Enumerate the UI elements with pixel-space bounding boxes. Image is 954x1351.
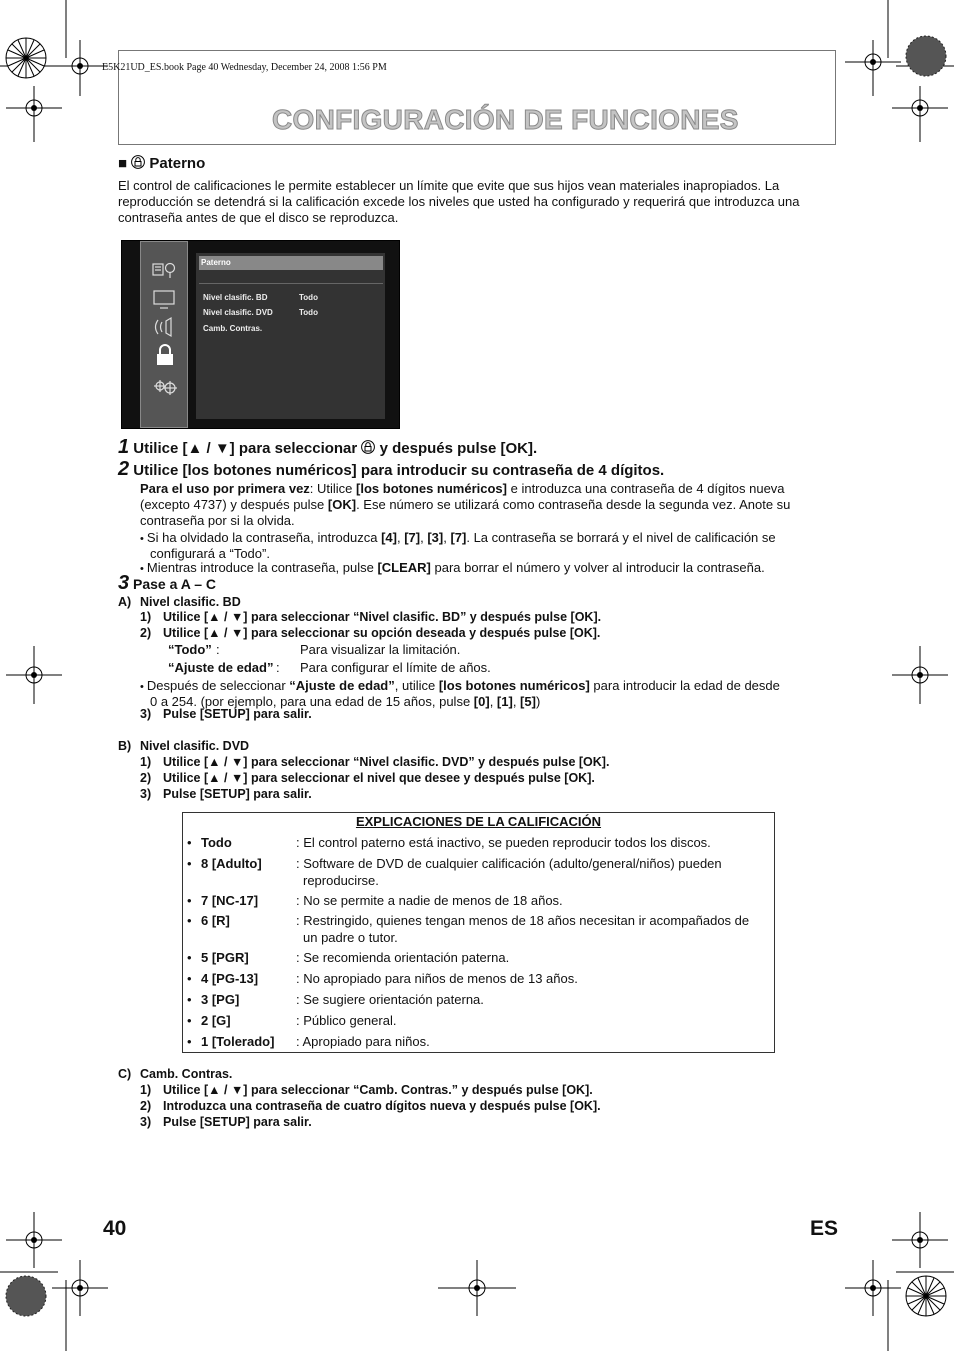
text: [OK] bbox=[327, 497, 357, 512]
item-number: 2) bbox=[140, 771, 152, 785]
audio-icon bbox=[156, 318, 172, 336]
key: [4] bbox=[381, 530, 397, 545]
osd-row-label[interactable]: Camb. Contras. bbox=[203, 324, 263, 333]
intro-line: contraseña antes de que el disco se reproduzca. bbox=[118, 210, 399, 225]
item-number: 1) bbox=[140, 755, 152, 769]
step-3 bbox=[118, 572, 216, 595]
item-number: 1) bbox=[140, 1083, 152, 1097]
part-a-note: • Después de seleccionar “Ajuste de edad”, utilice [los botones numéricos] para introducir la edad de desde 0 a 254. (por ejemplo, para una edad de 15 años, pulse [0], [1], [5]) bbox=[140, 678, 780, 709]
rating-name: 8 [Adulto] bbox=[201, 856, 262, 871]
text: : Utilice bbox=[309, 481, 357, 496]
bullet: • bbox=[187, 971, 192, 986]
rating-name: 6 [R] bbox=[201, 913, 230, 928]
text: [los botones numéricos] bbox=[356, 481, 507, 496]
lock-icon bbox=[131, 154, 145, 170]
item-number: 1) bbox=[140, 610, 152, 624]
page-title: CONFIGURACIÓN DE FUNCIONES bbox=[272, 104, 739, 135]
lock-icon bbox=[361, 439, 375, 455]
part-a-item: Utilice [▲ / ▼] para seleccionar su opción deseada y después pulse [OK]. bbox=[163, 626, 601, 640]
part-b-label: B) bbox=[118, 739, 132, 753]
text: [los botones numéricos] bbox=[438, 678, 590, 693]
part-b-item: Utilice [▲ / ▼] para seleccionar “Nivel clasific. DVD” y después pulse [OK]. bbox=[163, 755, 610, 769]
key: [3] bbox=[427, 530, 444, 545]
intro-line: reproducción se detendrá si la calificación excede los niveles que usted ha configurado y requerirá que introduzca una bbox=[118, 194, 800, 209]
rating-desc: : Apropiado para niños. bbox=[296, 1034, 430, 1049]
rating-desc: : Público general. bbox=[296, 1013, 397, 1028]
item-number: 2) bbox=[140, 1099, 152, 1113]
text: Si ha olvidado la contraseña, introduzca bbox=[146, 530, 382, 545]
step-2-details bbox=[140, 481, 840, 577]
rating-name: 1 [Tolerado] bbox=[201, 1034, 275, 1049]
part-a-title: Nivel clasific. BD bbox=[140, 595, 241, 609]
osd-divider bbox=[199, 283, 383, 284]
text: Mientras introduce la contraseña, pulse bbox=[146, 560, 378, 575]
item-number: 2) bbox=[140, 626, 152, 640]
section-title: Paterno bbox=[149, 155, 206, 172]
bullet: • bbox=[187, 1013, 192, 1028]
text: e introduzca una contraseña de 4 dígitos nueva bbox=[507, 481, 785, 496]
text: para introducir la edad de desde bbox=[589, 678, 780, 693]
rating-name: 7 [NC-17] bbox=[201, 893, 259, 908]
part-c-label: C) bbox=[118, 1067, 132, 1081]
rating-desc: : Se sugiere orientación paterna. bbox=[296, 992, 484, 1007]
text: “Ajuste de edad” bbox=[289, 678, 395, 693]
text: . Ese número se utilizará como contraseña desde la segunda vez. Anote su bbox=[356, 497, 791, 512]
osd-panel bbox=[196, 253, 385, 419]
part-a-item: Utilice [▲ / ▼] para seleccionar “Nivel clasific. BD” y después pulse [OK]. bbox=[163, 610, 602, 624]
step-number: 1 bbox=[118, 436, 130, 458]
osd-row-label[interactable]: Nivel clasific. BD bbox=[203, 293, 268, 302]
bullet: • bbox=[187, 1034, 192, 1049]
part-b-item: Pulse [SETUP] para salir. bbox=[163, 787, 312, 801]
key: [1] bbox=[496, 694, 513, 709]
rating-desc: : No apropiado para niños de menos de 13 años. bbox=[296, 971, 578, 986]
intro-line: El control de calificaciones le permite establecer un límite que evite que sus hijos vean materiales inapropiados. La bbox=[118, 178, 780, 193]
part-c-item: Pulse [SETUP] para salir. bbox=[163, 1115, 312, 1129]
lock-icon bbox=[157, 345, 173, 365]
rating-desc: : El control paterno está inactivo, se pueden reproducir todos los discos. bbox=[296, 835, 711, 850]
bullet-forgot: • Si ha olvidado la contraseña, introduzca [4], [7], [3], [7]. La contraseña se borrará y el nivel de calificación se bbox=[140, 530, 776, 545]
step-text: Utilice [▲ / ▼] para seleccionar bbox=[133, 440, 358, 457]
bullet: • bbox=[187, 856, 192, 871]
key: [7] bbox=[404, 530, 421, 545]
rating-table-title: EXPLICACIONES DE LA CALIFICACIÓN bbox=[355, 814, 602, 829]
item-number: 3) bbox=[140, 787, 152, 801]
option-name: “Todo” bbox=[168, 642, 212, 657]
key: [7] bbox=[450, 530, 467, 545]
key: [5] bbox=[520, 694, 536, 709]
rating-desc: : Restringido, quienes tengan menos de 18 años necesitan ir acompañados de bbox=[296, 913, 750, 928]
step-text: Utilice [los botones numéricos] para introducir su contraseña de 4 dígitos. bbox=[133, 462, 665, 479]
key: [CLEAR] bbox=[377, 560, 431, 575]
part-c-title: Camb. Contras. bbox=[140, 1067, 233, 1081]
rating-desc: un padre o tutor. bbox=[303, 930, 398, 945]
item-number: 3) bbox=[140, 707, 152, 721]
bullet: • bbox=[187, 835, 192, 850]
intro-paragraph bbox=[118, 178, 838, 226]
part-b-title: Nivel clasific. DVD bbox=[140, 739, 250, 753]
rating-desc: reproducirse. bbox=[303, 873, 379, 888]
text: configurará a “Todo”. bbox=[150, 546, 270, 561]
text: , utilice bbox=[394, 678, 439, 693]
bullet-clear: • Mientras introduce la contraseña, pulse [CLEAR] para borrar el número y volver al introducir la contraseña. bbox=[140, 560, 765, 575]
bullet: • bbox=[187, 913, 192, 928]
text: . La contraseña se borrará y el nivel de calificación se bbox=[466, 530, 776, 545]
text: (excepto 4737) y después pulse bbox=[140, 497, 328, 512]
part-c-item: Utilice [▲ / ▼] para seleccionar “Camb. Contras.” y después pulse [OK]. bbox=[163, 1083, 593, 1097]
text: 0 a 254. (por ejemplo, para una edad de 15 años, pulse bbox=[150, 694, 474, 709]
step-number: 3 bbox=[118, 572, 130, 594]
section-heading bbox=[118, 154, 205, 172]
option-desc: Para visualizar la limitación. bbox=[300, 642, 461, 657]
bullet: • bbox=[187, 950, 192, 965]
text: ) bbox=[535, 694, 541, 709]
bullet: • bbox=[187, 992, 192, 1007]
rating-name: 2 [G] bbox=[201, 1013, 231, 1028]
rating-name: 3 [PG] bbox=[201, 992, 240, 1007]
step-text: y después pulse [OK]. bbox=[379, 440, 538, 457]
rating-name: Todo bbox=[201, 835, 232, 850]
option-sep: : bbox=[276, 660, 280, 675]
option-name: “Ajuste de edad” bbox=[168, 660, 274, 675]
step-1 bbox=[118, 436, 537, 459]
key: [0] bbox=[473, 694, 490, 709]
part-c-item: Introduzca una contraseña de cuatro dígitos nueva y después pulse [OK]. bbox=[163, 1099, 601, 1113]
text: para borrar el número y volver al introducir la contraseña. bbox=[430, 560, 765, 575]
step-number: 2 bbox=[118, 458, 130, 480]
rating-name: 5 [PGR] bbox=[201, 950, 249, 965]
gears-icon bbox=[154, 380, 177, 395]
option-desc: Para configurar el límite de años. bbox=[300, 660, 491, 675]
item-number: 3) bbox=[140, 1115, 152, 1129]
page-number: 40 bbox=[103, 1217, 127, 1240]
disc-settings-icon bbox=[153, 264, 175, 279]
text: Después de seleccionar bbox=[146, 678, 290, 693]
part-b-item: Utilice [▲ / ▼] para seleccionar el nivel que desee y después pulse [OK]. bbox=[163, 771, 595, 785]
osd-row-value: Todo bbox=[299, 293, 318, 302]
rating-desc: : Software de DVD de cualquier calificación (adulto/general/niños) pueden bbox=[296, 856, 722, 871]
part-a-label: A) bbox=[118, 595, 132, 609]
rating-desc: : No se permite a nadie de menos de 18 años. bbox=[296, 893, 563, 908]
text: contraseña por si la olvida. bbox=[140, 513, 295, 528]
rating-desc: : Se recomienda orientación paterna. bbox=[296, 950, 510, 965]
bullet: • bbox=[187, 893, 192, 908]
step-text: Pase a A – C bbox=[133, 576, 217, 592]
section-marker: ■ bbox=[118, 155, 128, 172]
osd-row-label[interactable]: Nivel clasific. DVD bbox=[203, 308, 273, 317]
part-a-item: Pulse [SETUP] para salir. bbox=[163, 707, 312, 721]
language-label: ES bbox=[810, 1217, 839, 1240]
display-icon bbox=[154, 291, 174, 308]
rating-name: 4 [PG-13] bbox=[201, 971, 259, 986]
option-sep: : bbox=[216, 642, 220, 657]
osd-row-value: Todo bbox=[299, 308, 318, 317]
osd-icons bbox=[148, 258, 182, 398]
osd-title: Paterno bbox=[199, 256, 383, 270]
first-use-label: Para el uso por primera vez bbox=[140, 481, 310, 496]
book-info: E5K21UD_ES.book Page 40 Wednesday, December 24, 2008 1:56 PM bbox=[102, 62, 387, 73]
step-2 bbox=[118, 458, 664, 481]
